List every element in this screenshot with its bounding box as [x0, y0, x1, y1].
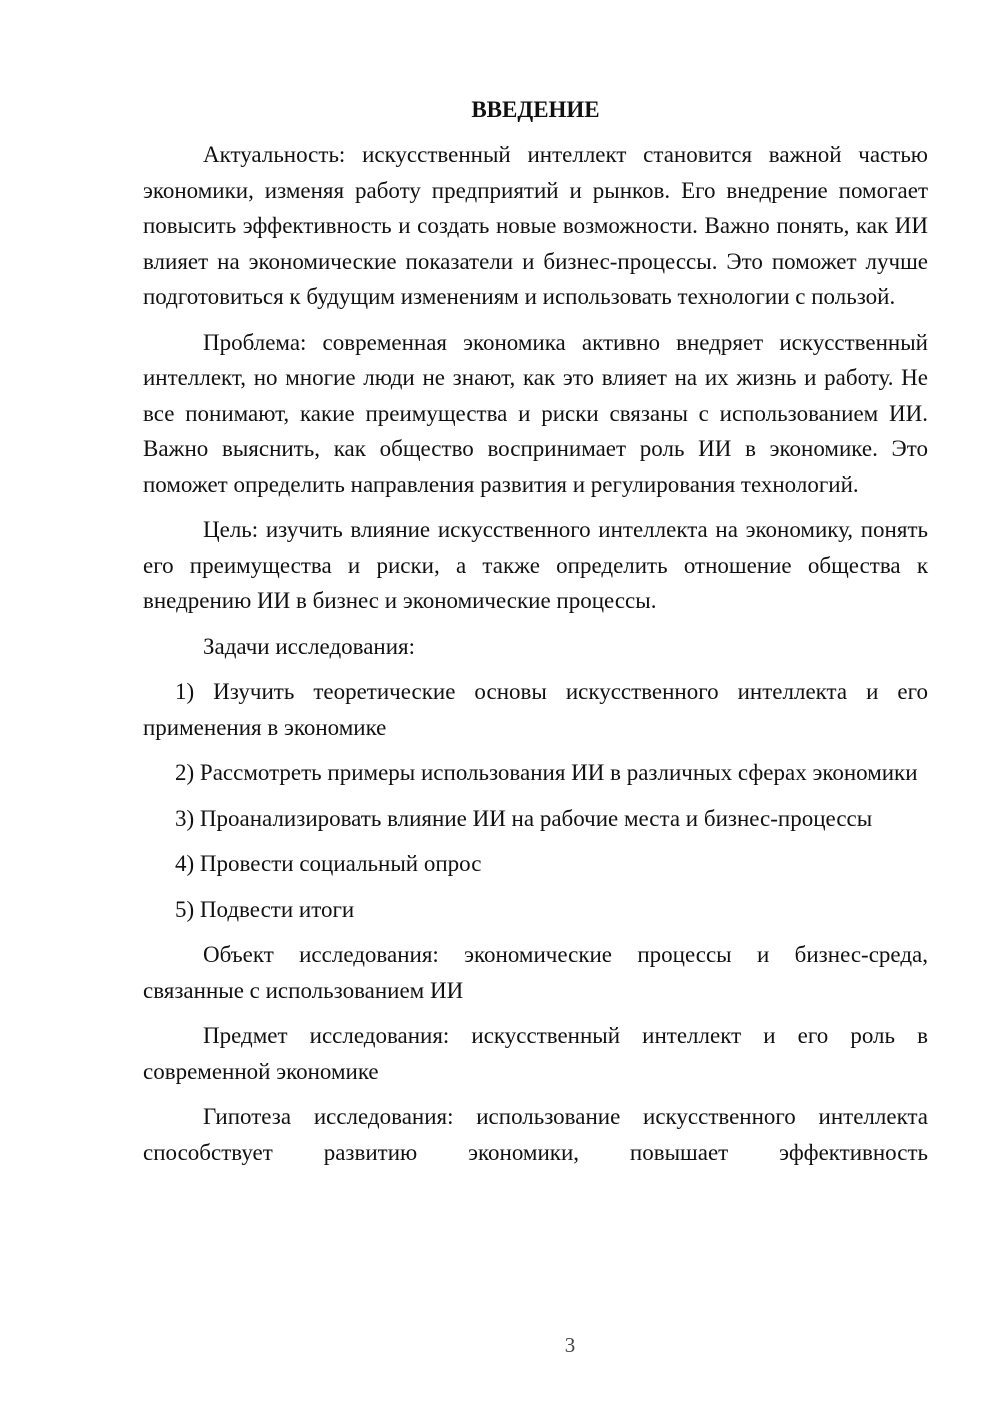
- task-item-1: 1) Изучить теоретические основы искусственного интеллекта и его применения в экономике: [143, 679, 928, 740]
- task-item-4: 4) Провести социальный опрос: [175, 851, 482, 876]
- paragraph-object: Объект исследования: экономические процессы и бизнес-среда, связанные с использованием ИИ: [143, 942, 928, 1003]
- document-body: [143, 92, 928, 1170]
- task-item-5: 5) Подвести итоги: [175, 896, 355, 922]
- paragraph-problem: Проблема: современная экономика активно внедряет искусственный интеллект, но многие люди не знают, как это влияет на их жизнь и работу. Не все понимают, какие преимущества и риски связаны с использованием ИИ. Важно выяснить, как общество воспринимает роль ИИ в экономике. Это поможет определить направления развития и регулирования технологий.: [143, 329, 928, 497]
- paragraph-goal: Цель: изучить влияние искусственного интеллекта на экономику, понять его преимущества и риски, а также определить отношение общества к внедрению ИИ в бизнес и экономические процессы.: [143, 517, 928, 613]
- paragraph-tasks-title: Задачи исследования:: [203, 633, 416, 659]
- task-item-3: 3) Проанализировать влияние ИИ на рабочие места и бизнес-процессы: [175, 805, 873, 831]
- section-heading: ВВЕДЕНИЕ: [471, 97, 600, 122]
- paragraph-hypothesis: Гипотеза исследования: использование искусственного интеллекта способствует развитию экономики, повышает эффективность: [143, 1104, 928, 1165]
- page-number: 3: [564, 1333, 576, 1357]
- paragraph-subject: Предмет исследования: искусственный интеллект и его роль в современной экономике: [143, 1023, 928, 1084]
- task-item-2: 2) Рассмотреть примеры использования ИИ в различных сферах экономики: [175, 760, 918, 785]
- paragraph-relevance: Актуальность: искусственный интеллект становится важной частью экономики, изменяя работу предприятий и рынков. Его внедрение помогает повысить эффективность и создать новые возможности. Важно понять, как ИИ влияет на экономические показатели и бизнес-процессы. Это поможет лучше подготовиться к будущим изменениям и использовать технологии с пользой.: [143, 142, 928, 309]
